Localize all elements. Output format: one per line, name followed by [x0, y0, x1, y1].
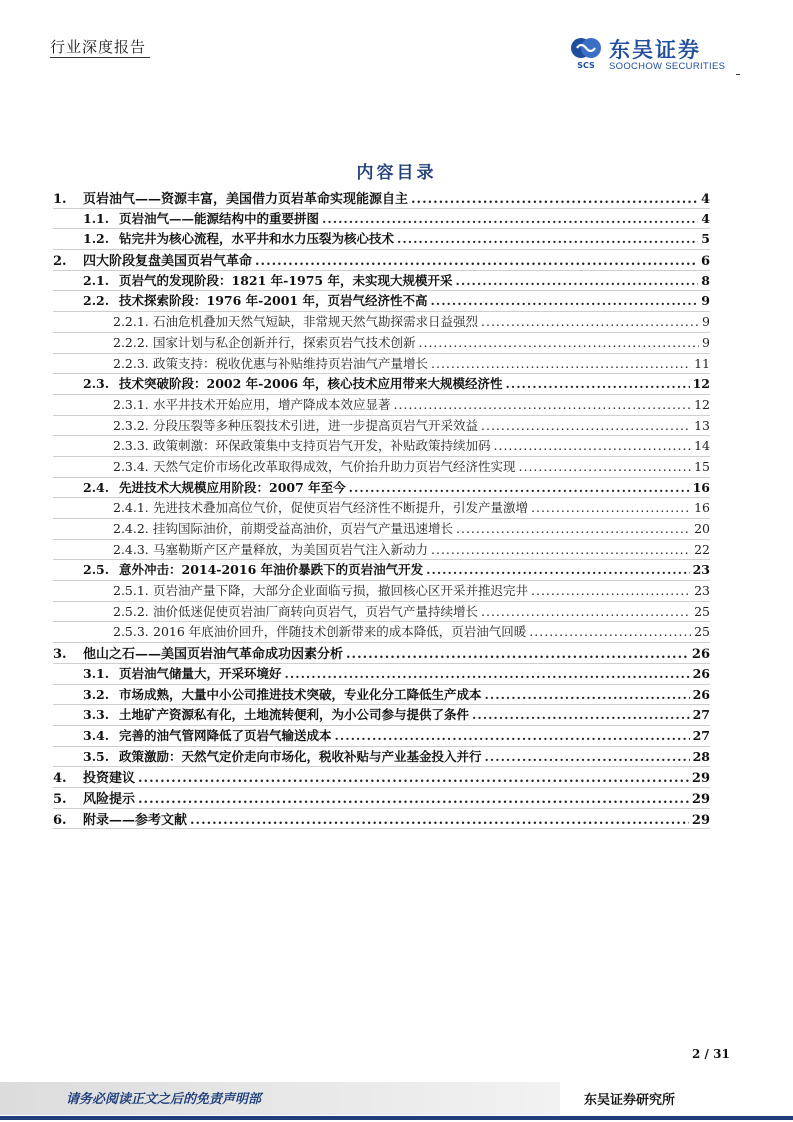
toc-entry-title: 政策激励：天然气定价走向市场化，税收补贴与产业基金投入并行 [119, 748, 482, 764]
toc-entry-number: 1.2. [83, 231, 110, 247]
toc-entry-title: 土地矿产资源私有化，土地流转便利，为小公司参与提供了条件 [119, 707, 470, 723]
toc-entry-title: 风险提示 [83, 791, 136, 807]
toc-entry-number: 2.4.1. [113, 500, 149, 516]
toc-entry-title: 分段压裂等多种压裂技术引进，进一步提高页岩气开采效益 [153, 417, 479, 433]
toc-entry[interactable] [53, 519, 710, 540]
toc-entry-page: 26 [692, 665, 710, 681]
toc-entry[interactable] [53, 209, 710, 230]
toc-entry-page: 20 [694, 521, 710, 536]
toc-entry-page: 14 [694, 438, 710, 454]
toc-leader-dots [411, 192, 698, 207]
toc-entry-number: 3.1. [83, 665, 110, 681]
toc-leader-dots [519, 459, 692, 474]
toc-entry[interactable] [53, 643, 710, 664]
toc-entry-number: 2.4.2. [113, 521, 149, 536]
toc-entry-number: 2.2.3. [113, 355, 149, 371]
research-institute-name: 东吴证券研究所 [584, 1093, 676, 1108]
toc-entry[interactable] [53, 726, 710, 747]
toc-entry-number: 3.3. [83, 707, 110, 723]
toc-leader-dots [138, 771, 689, 786]
toc-leader-dots [138, 792, 689, 807]
toc-entry[interactable] [53, 457, 710, 478]
header-mark [736, 74, 740, 75]
toc-entry-title: 他山之石——美国页岩油气革命成功因素分析 [83, 647, 344, 663]
toc-entry-number: 2.4.3. [113, 541, 149, 557]
toc-entry-title: 政策支持：税收优惠与补贴维持页岩油气产量增长 [153, 355, 429, 371]
toc-leader-dots [430, 293, 698, 308]
toc-entry-page: 12 [694, 396, 710, 412]
toc-entry[interactable] [53, 788, 710, 809]
toc-entry-page: 29 [691, 771, 710, 787]
disclaimer-note: 请务必阅读正文之后的免责声明部 [66, 1092, 262, 1107]
toc-entry-page: 23 [692, 562, 710, 578]
toc-entry-page: 5 [701, 231, 710, 247]
toc-entry-page: 22 [694, 541, 710, 557]
toc-entry[interactable] [53, 747, 710, 768]
toc-entry-title: 天然气定价市场化改革取得成效，气价抬升助力页岩气经济性实现 [153, 458, 516, 474]
toc-entry-title: 页岩油气——能源结构中的重要拼图 [119, 210, 320, 226]
toc-entry-page: 23 [694, 583, 710, 599]
toc-entry-title: 先进技术叠加高位气价，促使页岩气经济性不断提升，引发产量激增 [153, 500, 529, 516]
toc-entry-number: 4. [53, 771, 67, 787]
toc-entry-page: 4 [701, 210, 710, 226]
logo-abbreviation: SCS [577, 61, 595, 70]
toc-entry-title: 投资建议 [83, 771, 136, 787]
toc-entry-page: 4 [700, 192, 710, 207]
toc-leader-dots [394, 397, 692, 412]
toc-entry-number: 2.3.1. [113, 396, 149, 412]
toc-entry-page: 8 [701, 272, 710, 288]
toc-entry[interactable] [53, 333, 710, 354]
toc-entry-page: 9 [701, 293, 710, 309]
page-number: 2 / 31 [692, 1047, 730, 1061]
company-logo [568, 34, 740, 76]
toc-entry[interactable] [53, 250, 710, 271]
toc-leader-dots [255, 254, 698, 269]
toc-entry-number: 3. [53, 647, 67, 663]
toc-entry-number: 3.5. [83, 748, 110, 764]
toc-entry-page: 9 [702, 334, 710, 350]
toc-entry-number: 3.2. [83, 686, 110, 702]
toc-entry-page: 26 [692, 686, 710, 702]
toc-entry-title: 技术探索阶段：1976 年-2001 年，页岩气经济性不高 [119, 293, 428, 309]
toc-leader-dots [285, 666, 690, 681]
toc-entry[interactable] [53, 312, 710, 333]
toc-leader-dots [322, 211, 698, 226]
toc-entry-number: 2.3.4. [113, 458, 149, 474]
toc-entry-title: 水平井技术开始应用，增产降成本效应显著 [153, 396, 391, 412]
toc-leader-dots [481, 314, 699, 329]
toc-leader-dots [481, 418, 691, 433]
toc-entry-number: 2.2.1. [113, 314, 149, 330]
toc-entry[interactable] [53, 229, 710, 250]
toc-entry[interactable] [53, 498, 710, 519]
logo-chinese-name: 东吴证券 [609, 38, 701, 62]
toc-entry-page: 27 [692, 727, 710, 743]
toc-entry-title: 国家计划与私企创新并行，探索页岩气技术创新 [153, 334, 416, 350]
toc-entry[interactable] [53, 416, 710, 437]
toc-entry-page: 29 [691, 812, 710, 828]
toc-entry-title: 油价低迷促使页岩油厂商转向页岩气，页岩气产量持续增长 [153, 603, 479, 619]
toc-entry-page: 16 [692, 479, 710, 495]
toc-leader-dots [346, 647, 689, 662]
toc-entry-page: 11 [694, 355, 710, 371]
toc-entry-page: 29 [691, 791, 710, 807]
toc-entry-number: 3.4. [83, 727, 110, 743]
toc-entry-number: 2.3.2. [113, 417, 149, 433]
toc-entry-page: 13 [694, 417, 710, 433]
toc-entry-page: 16 [694, 500, 710, 516]
toc-entry-title: 马塞勒斯产区产量释放，为美国页岩气注入新动力 [153, 541, 429, 557]
toc-entry[interactable] [53, 685, 710, 706]
toc-entry-page: 15 [694, 458, 710, 474]
toc-entry-title: 页岩气的发现阶段：1821 年-1975 年，未实现大规模开采 [119, 272, 453, 288]
toc-entry-title: 2016 年底油价回升，伴随技术创新带来的成本降低，页岩油气回暖 [153, 624, 527, 640]
toc-entry[interactable] [53, 705, 710, 726]
toc-entry[interactable] [53, 436, 710, 457]
toc-entry-title: 石油危机叠加天然气短缺，非常规天然气勘探需求日益强烈 [153, 314, 479, 330]
toc-entry[interactable] [53, 271, 710, 292]
toc-entry-number: 5. [53, 791, 67, 807]
toc-entry[interactable] [53, 664, 710, 685]
toc-entry[interactable] [53, 374, 710, 395]
toc-leader-dots [481, 604, 691, 619]
toc-leader-dots [529, 624, 691, 639]
toc-entry-number: 2. [53, 254, 67, 270]
toc-entry-page: 28 [692, 748, 710, 764]
toc-entry-title: 页岩油产量下降，大部分企业面临亏损，撤回核心区开采并推迟完井 [153, 583, 529, 599]
toc-entry-number: 2.2.2. [113, 334, 149, 350]
toc-entry[interactable] [53, 540, 710, 561]
toc-leader-dots [531, 583, 691, 598]
toc-entry-title: 页岩油气储量大，开采环境好 [119, 665, 282, 681]
toc-leader-dots [431, 356, 691, 371]
toc-leader-dots [455, 273, 698, 288]
toc-leader-dots [456, 521, 691, 536]
toc-entry-title: 完善的油气管网降低了页岩气输送成本 [119, 727, 332, 743]
toc-leader-dots [485, 749, 690, 764]
toc-leader-dots [531, 500, 691, 515]
toc-entry[interactable] [53, 354, 710, 375]
toc-leader-dots [397, 231, 698, 246]
toc-entry-page: 9 [702, 314, 710, 330]
toc-entry-title: 附录——参考文献 [83, 812, 188, 828]
toc-entry[interactable] [53, 291, 710, 312]
toc-entry[interactable] [53, 478, 710, 499]
toc-title: 内容目录 [356, 163, 437, 183]
toc-leader-dots [494, 438, 692, 453]
toc-leader-dots [426, 562, 689, 577]
toc-entry[interactable] [53, 581, 710, 602]
toc-entry-page: 12 [692, 376, 710, 392]
toc-entry-title: 页岩油气——资源丰富，美国借力页岩革命实现能源自主 [83, 192, 409, 207]
toc-entry-title: 政策刺激：环保政策集中支持页岩气开发，补贴政策持续加码 [153, 438, 491, 454]
toc-entry[interactable] [53, 809, 710, 830]
toc-leader-dots [505, 376, 689, 391]
toc-entry-number: 2.4. [83, 479, 110, 495]
toc-entry-page: 6 [700, 254, 710, 270]
toc-entry-number: 2.5.3. [113, 624, 149, 640]
toc-entry-number: 2.5.2. [113, 603, 149, 619]
toc-entry-page: 25 [694, 624, 710, 640]
toc-entry-number: 1. [53, 192, 67, 207]
toc-entry[interactable] [53, 560, 710, 581]
toc-entry-number: 2.3. [83, 376, 110, 392]
toc-entry-title: 技术突破阶段：2002 年-2006 年，核心技术应用带来大规模经济性 [119, 376, 503, 392]
toc-entry[interactable] [53, 767, 710, 788]
toc-entry-page: 25 [694, 603, 710, 619]
toc-entry-number: 2.2. [83, 293, 110, 309]
toc-leader-dots [472, 707, 690, 722]
toc-leader-dots [419, 335, 700, 350]
report-type-label: 行业深度报告 [50, 38, 147, 56]
toc-entry-number: 2.5.1. [113, 583, 149, 599]
toc-entry-title: 市场成熟，大量中小公司推进技术突破，专业化分工降低生产成本 [119, 686, 482, 702]
toc-entry-title: 挂钩国际油价，前期受益高油价，页岩气产量迅速增长 [153, 521, 454, 536]
toc-entry-title: 四大阶段复盘美国页岩气革命 [83, 254, 253, 270]
table-of-contents [53, 188, 710, 829]
toc-entry-title: 先进技术大规模应用阶段：2007 年至今 [119, 479, 346, 495]
toc-entry-page: 27 [692, 707, 710, 723]
toc-entry[interactable] [53, 395, 710, 416]
toc-leader-dots [431, 542, 691, 557]
toc-entry-number: 2.5. [83, 562, 110, 578]
toc-leader-dots [190, 813, 689, 828]
toc-entry-number: 6. [53, 812, 67, 828]
toc-entry-number: 2.1. [83, 272, 110, 288]
toc-entry-number: 2.3.3. [113, 438, 149, 454]
toc-entry-title: 意外冲击：2014-2016 年油价暴跌下的页岩油气开发 [119, 562, 424, 578]
toc-entry[interactable] [53, 188, 710, 209]
logo-english-name: SOOCHOW SECURITIES [609, 61, 726, 72]
toc-leader-dots [349, 480, 690, 495]
toc-entry[interactable] [53, 622, 710, 643]
toc-entry-title: 钻完井为核心流程，水平井和水力压裂为核心技术 [119, 231, 395, 247]
toc-entry-page: 26 [691, 647, 710, 663]
footer-rule [0, 1116, 793, 1120]
toc-entry[interactable] [53, 602, 710, 623]
header-underline [50, 57, 150, 58]
toc-leader-dots [335, 728, 690, 743]
toc-leader-dots [485, 687, 690, 702]
toc-entry-number: 1.1. [83, 210, 110, 226]
